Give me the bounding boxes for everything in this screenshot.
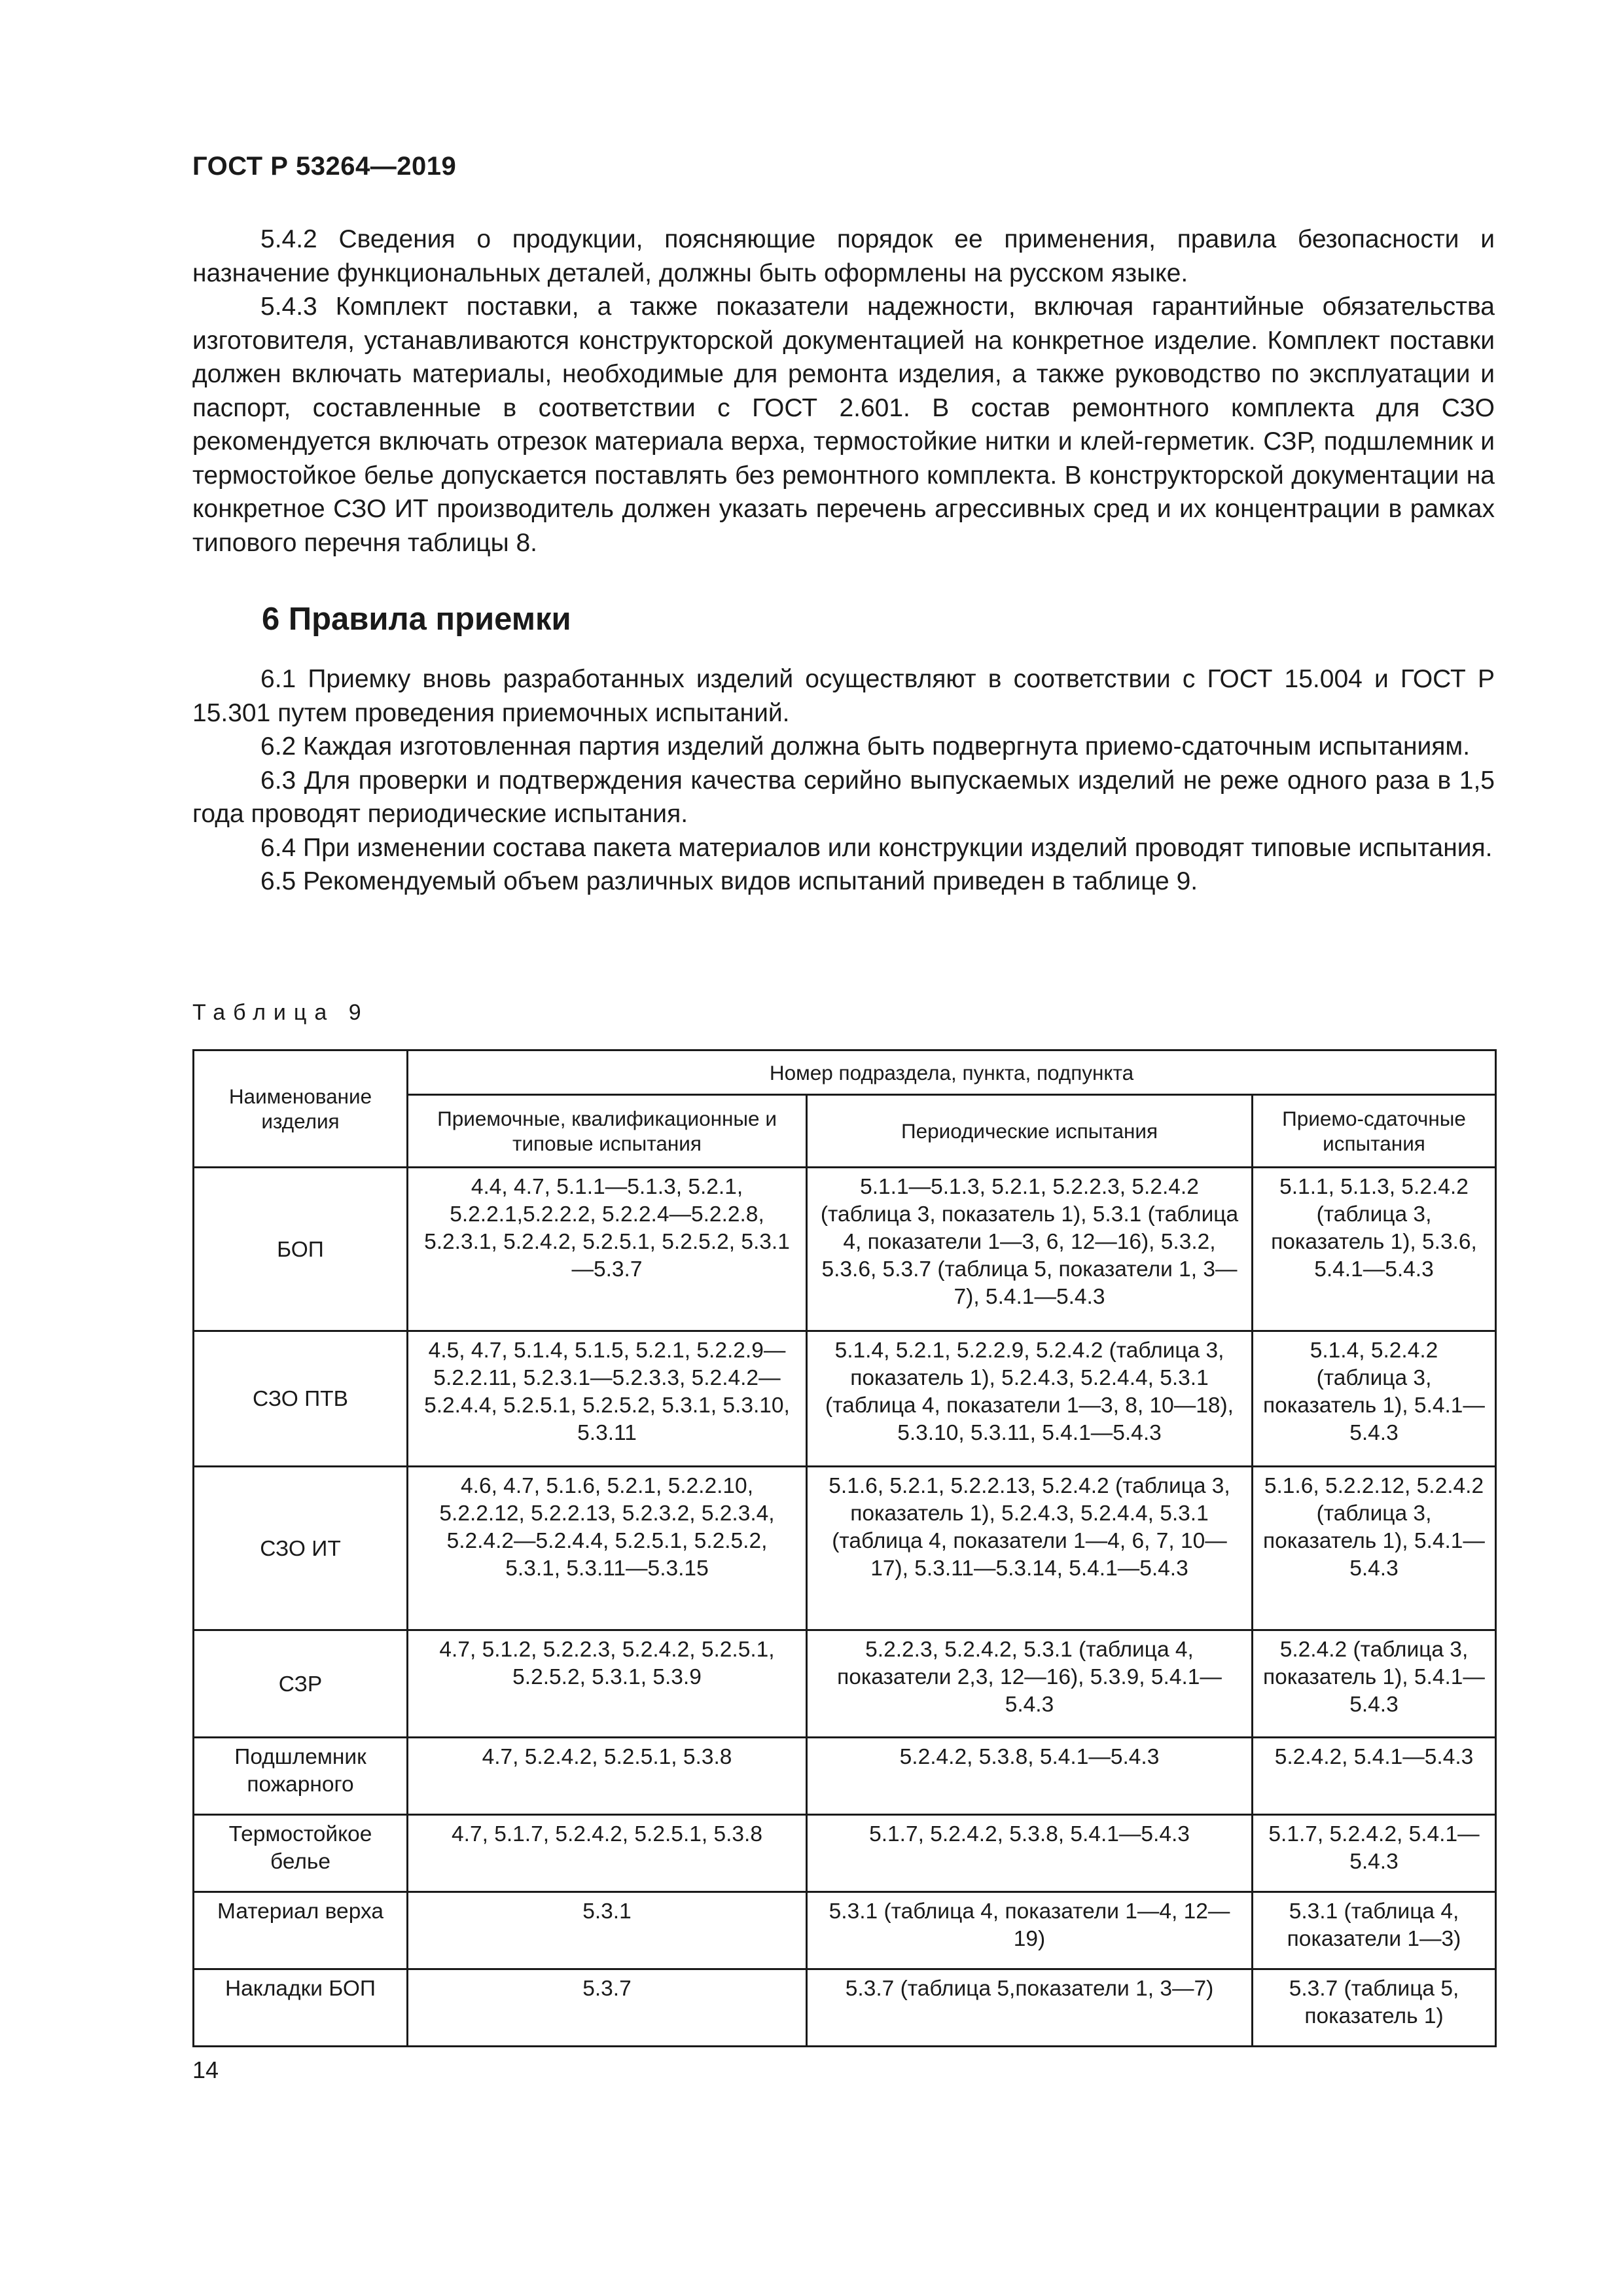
cell-acceptance: 4.4, 4.7, 5.1.1—5.1.3, 5.2.1, 5.2.2.1,5.2.2.2, 5.2.2.4—5.2.2.8, 5.2.3.1, 5.2.4.2, 5.2.5.1, 5.2.5.2, 5.3.1—5.3.7 xyxy=(408,1168,807,1331)
cell-periodic: 5.2.4.2, 5.3.8, 5.4.1—5.4.3 xyxy=(807,1738,1253,1815)
cell-delivery: 5.2.4.2 (таблица 3, показатель 1), 5.4.1—5.4.3 xyxy=(1253,1630,1496,1738)
paragraph-6-3: 6.3 Для проверки и подтверждения качества серийно выпускаемых изделий не реже одного раза в 1,5 года проводят периодические испытания. xyxy=(192,766,1495,828)
paragraph-6-4: 6.4 При изменении состава пакета материалов или конструкции изделий проводят типовые испытания. xyxy=(260,833,1493,862)
cell-periodic: 5.1.7, 5.2.4.2, 5.3.8, 5.4.1—5.4.3 xyxy=(807,1815,1253,1892)
row-name: СЗР xyxy=(194,1630,408,1738)
cell-delivery: 5.3.1 (таблица 4, показатели 1—3) xyxy=(1253,1892,1496,1969)
cell-periodic: 5.2.2.3, 5.2.4.2, 5.3.1 (таблица 4, показатели 2,3, 12—16), 5.3.9, 5.4.1—5.4.3 xyxy=(807,1630,1253,1738)
table-row xyxy=(194,1168,1496,1331)
cell-delivery: 5.2.4.2, 5.4.1—5.4.3 xyxy=(1253,1738,1496,1815)
paragraph-6-1: 6.1 Приемку вновь разработанных изделий осуществляют в соответствии с ГОСТ 15.004 и ГОСТ Р 15.301 путем проведения приемочных испытаний. xyxy=(192,665,1495,727)
paragraph-5-4-2: 5.4.2 Сведения о продукции, поясняющие порядок ее применения, правила безопасности и назначение функциональных деталей, должны быть оформлены на русском языке. xyxy=(192,225,1495,287)
cell-delivery: 5.1.1, 5.1.3, 5.2.4.2 (таблица 3, показатель 1), 5.3.6, 5.4.1—5.4.3 xyxy=(1253,1168,1496,1331)
cell-delivery: 5.1.6, 5.2.2.12, 5.2.4.2 (таблица 3, показатель 1), 5.4.1—5.4.3 xyxy=(1253,1467,1496,1630)
text-block-section-6 xyxy=(192,662,1495,899)
row-name: СЗО ИТ xyxy=(194,1467,408,1630)
header-acceptance-tests: Приемочные, квалификационные и типовые испытания xyxy=(408,1095,807,1168)
page-number: 14 xyxy=(192,2056,219,2083)
cell-delivery: 5.3.7 (таблица 5, показатель 1) xyxy=(1253,1969,1496,2047)
cell-periodic: 5.1.6, 5.2.1, 5.2.2.13, 5.2.4.2 (таблица 3, показатель 1), 5.2.4.3, 5.2.4.4, 5.3.1 (таблица 4, показатели 1—4, 6, 7, 10—17), 5.3.11—5.3.14, 5.4.1—5.4.3 xyxy=(807,1467,1253,1630)
table-9 xyxy=(192,1049,1497,2047)
paragraph-6-2: 6.2 Каждая изготовленная партия изделий должна быть подвергнута приемо-сдаточным испытаниям. xyxy=(260,732,1471,761)
section-title: 6 Правила приемки xyxy=(262,601,571,637)
row-name: БОП xyxy=(194,1168,408,1331)
table-row xyxy=(194,1815,1496,1892)
paragraph-5-4-3: 5.4.3 Комплект поставки, а также показатели надежности, включая гарантийные обязательства изготовителя, устанавливаются конструкторской документацией на конкретное изделие. Комплект поставки должен включать материалы, необходимые для ремонта изделия, а также руководство по эксплуатации и паспорт, составленные в соответствии с ГОСТ 2.601. В состав ремонтного комплекта для СЗО рекомендуется включать отрезок материала верха, термостойкие нитки и клей-герметик. СЗР, подшлемник и термостойкое белье допускается поставлять без ремонтного комплекта. В конструкторской документации на конкретное СЗО ИТ производитель должен указать перечень агрессивных сред и их концентрации в рамках типового перечня таблицы 8. xyxy=(192,293,1495,557)
cell-acceptance: 4.7, 5.2.4.2, 5.2.5.1, 5.3.8 xyxy=(408,1738,807,1815)
row-name: Подшлемник пожарного xyxy=(194,1738,408,1815)
table-caption: Таблица 9 xyxy=(192,1000,369,1025)
document-header: ГОСТ Р 53264—2019 xyxy=(192,152,457,181)
cell-delivery: 5.1.4, 5.2.4.2 (таблица 3, показатель 1), 5.4.1—5.4.3 xyxy=(1253,1331,1496,1467)
text-block-section-5 xyxy=(192,223,1495,560)
table-row xyxy=(194,1892,1496,1969)
cell-acceptance: 4.6, 4.7, 5.1.6, 5.2.1, 5.2.2.10, 5.2.2.12, 5.2.2.13, 5.2.3.2, 5.2.3.4, 5.2.4.2—5.2.4.4, 5.2.5.1, 5.2.5.2, 5.3.1, 5.3.11—5.3.15 xyxy=(408,1467,807,1630)
header-section-number: Номер подраздела, пункта, подпункта xyxy=(408,1050,1496,1095)
cell-acceptance: 4.5, 4.7, 5.1.4, 5.1.5, 5.2.1, 5.2.2.9—5.2.2.11, 5.2.3.1—5.2.3.3, 5.2.4.2—5.2.4.4, 5.2.5.1, 5.2.5.2, 5.3.1, 5.3.10, 5.3.11 xyxy=(408,1331,807,1467)
table-row xyxy=(194,1738,1496,1815)
cell-acceptance: 5.3.7 xyxy=(408,1969,807,2047)
header-periodic-tests: Периодические испытания xyxy=(807,1095,1253,1168)
header-item-name: Наименование изделия xyxy=(194,1050,408,1168)
paragraph-6-5: 6.5 Рекомендуемый объем различных видов испытаний приведен в таблице 9. xyxy=(260,867,1198,895)
table-row xyxy=(194,1331,1496,1467)
row-name: Термостойкое белье xyxy=(194,1815,408,1892)
row-name: Накладки БОП xyxy=(194,1969,408,2047)
row-name: Материал верха xyxy=(194,1892,408,1969)
table-row xyxy=(194,1467,1496,1630)
row-name: СЗО ПТВ xyxy=(194,1331,408,1467)
table-row xyxy=(194,1630,1496,1738)
cell-acceptance: 4.7, 5.1.2, 5.2.2.3, 5.2.4.2, 5.2.5.1, 5.2.5.2, 5.3.1, 5.3.9 xyxy=(408,1630,807,1738)
cell-periodic: 5.3.1 (таблица 4, показатели 1—4, 12—19) xyxy=(807,1892,1253,1969)
cell-periodic: 5.1.4, 5.2.1, 5.2.2.9, 5.2.4.2 (таблица 3, показатель 1), 5.2.4.3, 5.2.4.4, 5.3.1 (таблица 4, показатели 1—3, 8, 10—18), 5.3.10, 5.3.11, 5.4.1—5.4.3 xyxy=(807,1331,1253,1467)
table-row xyxy=(194,1969,1496,2047)
header-delivery-tests: Приемо-сдаточные испытания xyxy=(1253,1095,1496,1168)
cell-periodic: 5.1.1—5.1.3, 5.2.1, 5.2.2.3, 5.2.4.2 (таблица 3, показатель 1), 5.3.1 (таблица 4, показатели 1—3, 6, 12—16), 5.3.2, 5.3.6, 5.3.7 (таблица 5, показатели 1, 3—7), 5.4.1—5.4.3 xyxy=(807,1168,1253,1331)
cell-acceptance: 5.3.1 xyxy=(408,1892,807,1969)
cell-periodic: 5.3.7 (таблица 5,показатели 1, 3—7) xyxy=(807,1969,1253,2047)
cell-delivery: 5.1.7, 5.2.4.2, 5.4.1—5.4.3 xyxy=(1253,1815,1496,1892)
cell-acceptance: 4.7, 5.1.7, 5.2.4.2, 5.2.5.1, 5.3.8 xyxy=(408,1815,807,1892)
